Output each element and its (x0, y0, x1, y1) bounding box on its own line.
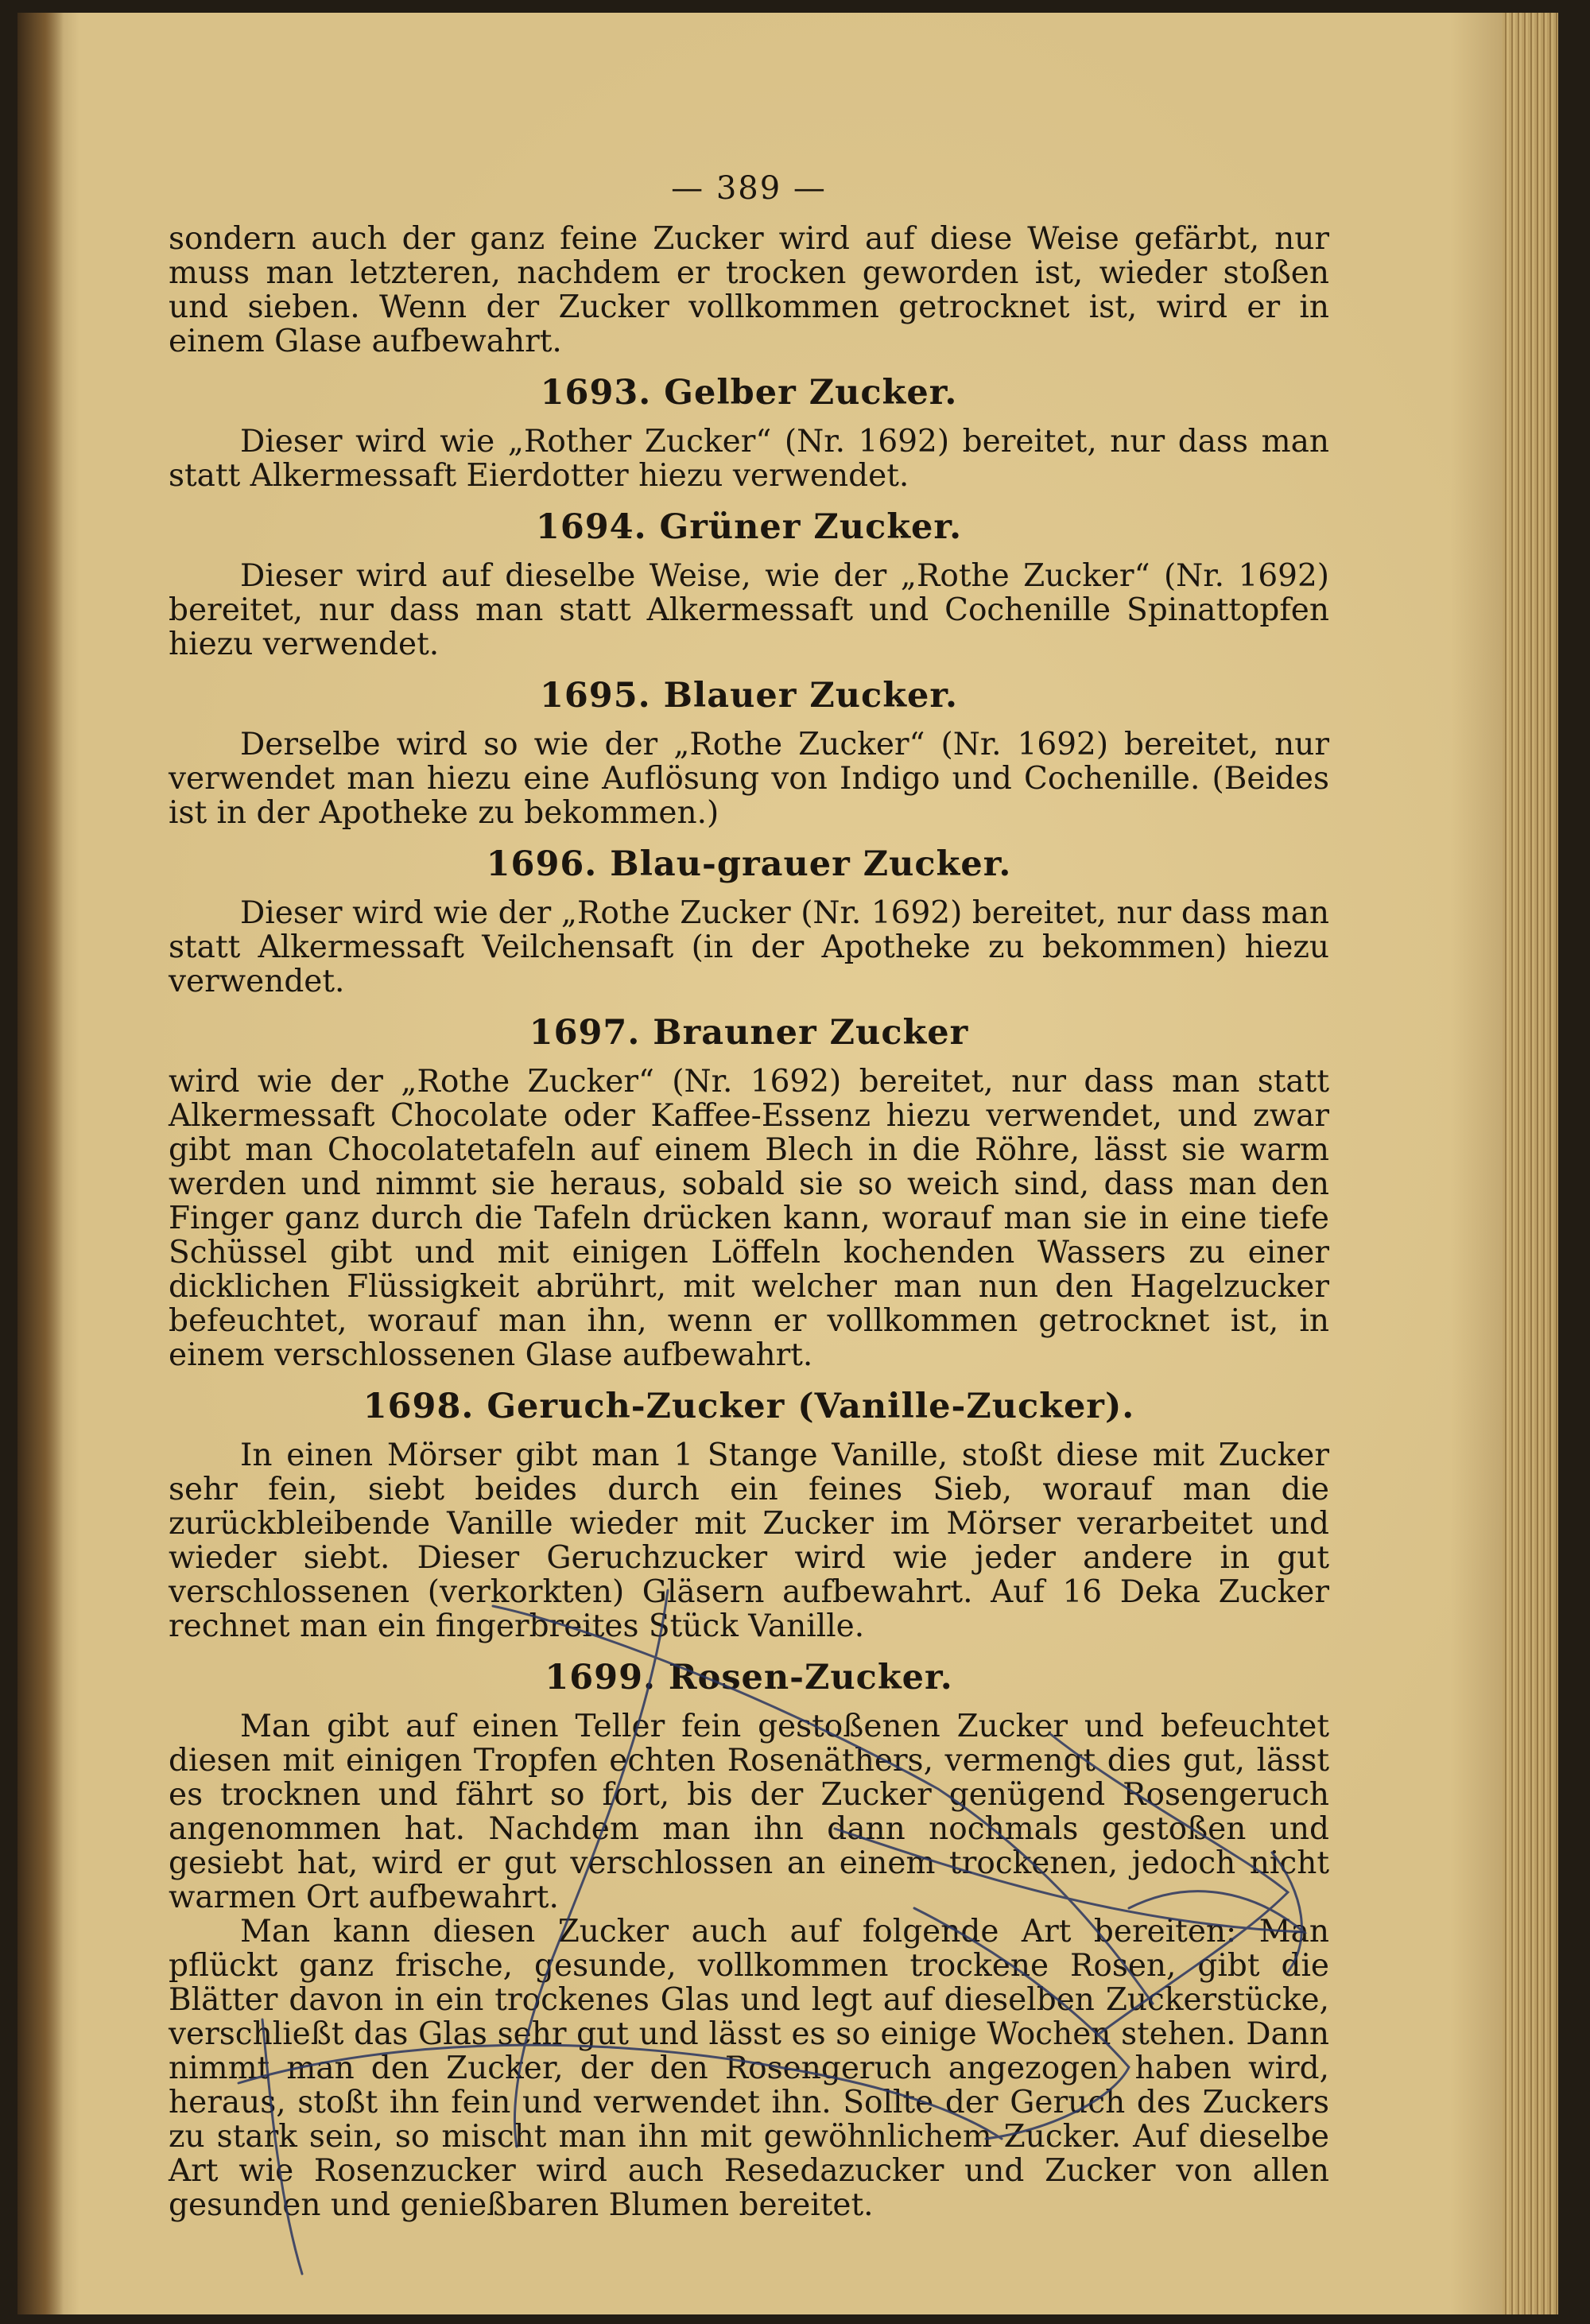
pen-stroke (1049, 1733, 1288, 2035)
paragraph: Dieser wird wie der „Rothe Zucker (Nr. 1692) bereitet, nur dass man statt Alkermessaft Veilchensaft (in der Apotheke zu bekommen) hiezu verwendet. (169, 895, 1329, 999)
paragraph: Man kann diesen Zucker auch auf folgende Art bereiten: Man pflückt ganz frische, gesunde, vollkommen trockene Rosen, gibt die Blätter davon in ein trockenes Glas und legt auf dieselben Zuckerstücke, verschließt das Glas sehr gut und lässt es so einige Wochen stehen. Dann nimmt man den Zucker, der den Rosengeruch angezogen haben wird, heraus, stoßt ihn fein und verwendet ihn. Sollte der Geruch des Zuckers zu stark sein, so mischt man ihn mit gewöhnlichem Zucker. Auf dieselbe Art wie Rosenzucker wird auch Resedazucker und Zucker von allen gesunden und genießbaren Blumen bereitet. (169, 1914, 1329, 2223)
recipe-heading: 1699. Rosen-Zucker. (545, 1658, 953, 1697)
paragraph: wird wie der „Rothe Zucker“ (Nr. 1692) bereitet, nur dass man statt Alkermessaft Chocolate oder Kaffee-Essenz hiezu verwendet, und zwar gibt man Chocolatetafeln auf einem Blech in die Röhre, lässt sie warm werden und nimmt sie heraus, sobald sie so weich sind, dass man den Finger ganz durch die Tafeln drücken kann, worauf man sie in eine tiefe Schüssel gibt und mit einigen Löffeln kochenden Wassers zu einer dicklichen Flüssigkeit abrührt, mit welcher man nun den Hagelzucker befeuchtet, worauf man ihn, wenn er vollkommen getrocknet ist, in einem verschlossenen Glase aufbewahrt. (169, 1064, 1329, 1373)
recipe-heading: 1695. Blauer Zucker. (539, 676, 959, 716)
paragraph: Dieser wird wie „Rother Zucker“ (Nr. 1692) bereitet, nur dass man statt Alkermessaft Eierdotter hiezu verwendet. (169, 424, 1329, 494)
pen-stroke (262, 2019, 302, 2274)
pen-stroke (914, 1908, 1129, 2139)
paragraph: Derselbe wird so wie der „Rothe Zucker“ (Nr. 1692) bereitet, nur verwendet man hiezu eine Auflösung von Indigo und Cochenille. (Beides ist in der Apotheke zu bekommen.) (169, 727, 1329, 831)
pen-stroke (514, 1590, 668, 2147)
recipe-heading: 1697. Brauner Zucker (529, 1013, 969, 1053)
paragraph: Dieser wird auf dieselbe Weise, wie der „Rothe Zucker“ (Nr. 1692) bereitet, nur dass man statt Alkermessaft und Cochenille Spinattopfen hiezu verwendet. (169, 558, 1329, 662)
recipe-heading: 1694. Grüner Zucker. (535, 507, 963, 547)
pen-stroke (238, 2045, 1002, 2139)
pen-stroke (835, 1829, 1304, 1932)
pen-stroke (493, 1606, 1153, 2004)
recipe-heading: 1698. Geruch-Zucker (Vanille-Zucker). (363, 1387, 1135, 1426)
paragraph: sondern auch der ganz feine Zucker wird auf diese Weise gefärbt, nur muss man letzteren, nachdem er trocken geworden ist, wieder stoßen und sieben. Wenn der Zucker vollkommen getrocknet ist, wird er in einem Glase aufbewahrt. (169, 221, 1329, 359)
paragraph: Man gibt auf einen Teller fein gestoßenen Zucker und befeuchtet diesen mit einigen Tropfen echten Rosenäthers, vermengt dies gut, lässt es trocknen und fährt so fort, bis der Zucker genügend Rosengeruch angenommen hat. Nachdem man ihn dann nochmals gestoßen und gesiebt hat, wird er gut verschlossen an einem trockenen, jedoch nicht warmen Ort aufbewahrt. (169, 1709, 1329, 1915)
page-number: — 389 — (671, 170, 827, 207)
paragraph: In einen Mörser gibt man 1 Stange Vanille, stoßt diese mit Zucker sehr fein, siebt beides durch ein feines Sieb, worauf man die zurückbleibende Vanille wieder mit Zucker im Mörser verarbeitet und wieder siebt. Dieser Geruchzucker wird wie jeder andere in gut verschlossenen (verkorkten) Gläsern aufbewahrt. Auf 16 Deka Zucker rechnet man ein fingerbreites Stück Vanille. (169, 1437, 1329, 1644)
recipe-heading: 1696. Blau-grauer Zucker. (486, 844, 1012, 884)
recipe-heading: 1693. Gelber Zucker. (540, 373, 958, 413)
